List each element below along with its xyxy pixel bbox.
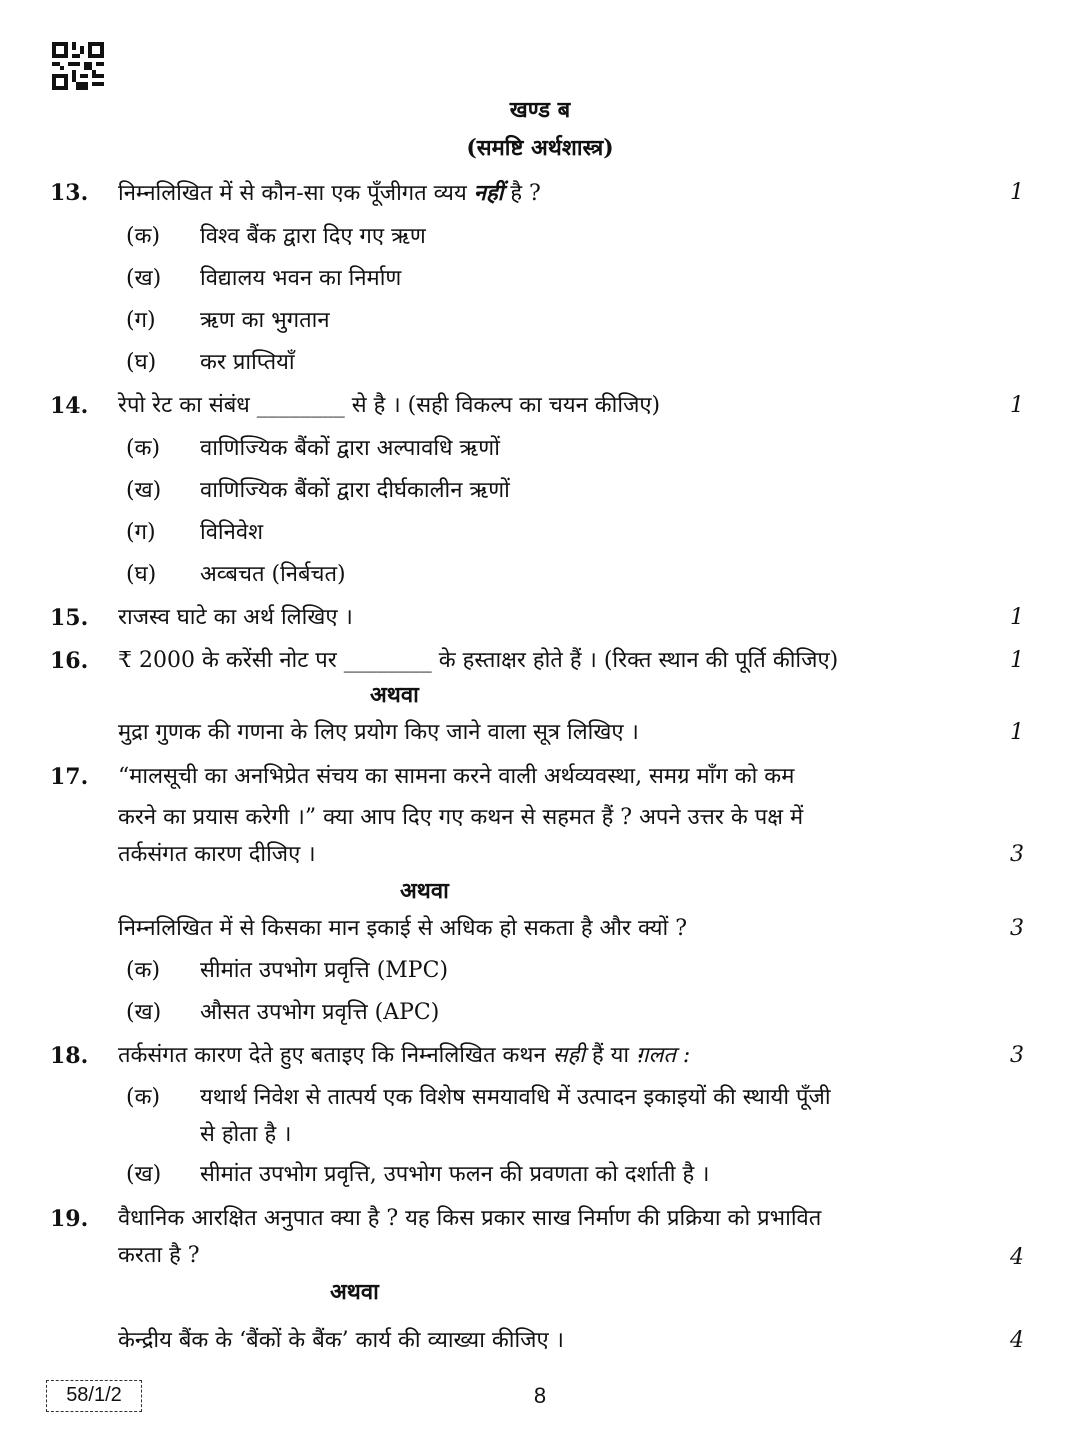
question-text-part: तर्कसंगत कारण देते हुए बताइए कि निम्नलिखित कथन (118, 1043, 546, 1068)
option-label: (क) (126, 436, 161, 461)
option-text-line: से होता है । (200, 1122, 292, 1147)
option-text: अव्बचत (निर्बचत) (200, 562, 346, 587)
option-label: (ग) (126, 308, 156, 333)
option-label: (क) (126, 958, 161, 983)
marks: 1 (1010, 720, 1024, 745)
option-label: (ख) (126, 1000, 162, 1025)
question-text-line: करता है ? (118, 1243, 200, 1268)
option-text: वाणिज्यिक बैंकों द्वारा दीर्घकालीन ऋणों (200, 478, 510, 503)
option-text: ऋण का भुगतान (200, 308, 330, 333)
emphasis-text: नहीं (473, 180, 504, 206)
question-number: 17. (50, 764, 89, 790)
alternative-question-text: निम्नलिखित में से किसका मान इकाई से अधिक हो सकता है और क्यों ? (118, 916, 688, 941)
alternative-question-text: मुद्रा गुणक की गणना के लिए प्रयोग किए जाने वाला सूत्र लिखिए । (118, 720, 639, 745)
question-text: रेपो रेट का संबंध ________ से है । (सही विकल्प का चयन कीजिए) (118, 393, 661, 418)
question-number: 16. (50, 648, 89, 674)
option-label: (ख) (126, 266, 162, 291)
option-label: (ख) (126, 1162, 162, 1187)
section-subtitle: (समष्टि अर्थशास्त्र) (466, 135, 614, 161)
option-label: (घ) (126, 350, 157, 375)
marks: 1 (1010, 393, 1024, 418)
marks: 3 (1010, 916, 1024, 941)
question-text-line: वैधानिक आरक्षित अनुपात क्या है ? यह किस प्रकार साख निर्माण की प्रक्रिया को प्रभावित (118, 1206, 822, 1231)
marks: 4 (1010, 1245, 1024, 1270)
question-text: ₹ 2000 के करेंसी नोट पर ________ के हस्ताक्षर होते हैं । (रिक्त स्थान की पूर्ति कीजिए) (118, 648, 839, 673)
question-number: 14. (50, 393, 89, 419)
question-text-part: हैं या (591, 1043, 630, 1068)
option-label: (ग) (126, 520, 156, 545)
question-text (118, 178, 541, 209)
paper-code: 58/1/2 (46, 1380, 142, 1412)
question-text-line: तर्कसंगत कारण दीजिए । (118, 842, 316, 867)
marks: 1 (1010, 605, 1024, 630)
question-number: 13. (50, 180, 89, 206)
page-number: 8 (533, 1383, 547, 1408)
option-label: (घ) (126, 562, 157, 587)
question-text-line: “मालसूची का अनभिप्रेत संचय का सामना करने वाली अर्थव्यवस्था, समग्र माँग को कम (118, 764, 795, 789)
or-label: अथवा (400, 878, 449, 904)
marks: 3 (1010, 842, 1024, 867)
option-label: (ख) (126, 478, 162, 503)
option-text: सीमांत उपभोग प्रवृत्ति (MPC) (200, 958, 449, 983)
question-text-part: निम्नलिखित में से कौन-सा एक पूँजीगत व्यय (118, 181, 467, 206)
option-text: विद्यालय भवन का निर्माण (200, 266, 402, 291)
question-text-part: है ? (510, 181, 541, 206)
option-text: वाणिज्यिक बैंकों द्वारा अल्पावधि ऋणों (200, 436, 500, 461)
marks: 1 (1010, 180, 1024, 205)
qr-code (52, 42, 104, 90)
option-text-line: यथार्थ निवेश से तात्पर्य एक विशेष समयावधि में उत्पादन इकाइयों की स्थायी पूँजी (200, 1085, 831, 1110)
option-text: कर प्राप्तियाँ (200, 350, 295, 375)
question-number: 18. (50, 1043, 89, 1069)
or-label: अथवा (330, 1279, 379, 1305)
option-label: (क) (126, 224, 161, 249)
question-number: 19. (50, 1206, 89, 1232)
alternative-question-text: केन्द्रीय बैंक के ‘बैंकों के बैंक’ कार्य की व्याख्या कीजिए । (118, 1328, 564, 1353)
question-text-line: करने का प्रयास करेगी ।” क्या आप दिए गए कथन से सहमत हैं ? अपने उत्तर के पक्ष में (118, 805, 804, 830)
emphasis-text: ग़लत : (636, 1043, 691, 1068)
option-text: विश्व बैंक द्वारा दिए गए ऋण (200, 224, 426, 249)
marks: 3 (1010, 1043, 1024, 1068)
option-text: सीमांत उपभोग प्रवृत्ति, उपभोग फलन की प्रवणता को दर्शाती है । (200, 1162, 710, 1187)
option-label: (क) (126, 1085, 161, 1110)
question-text (118, 1041, 690, 1071)
or-label: अथवा (370, 682, 419, 708)
marks: 4 (1010, 1328, 1024, 1353)
emphasis-text: सही (552, 1043, 585, 1068)
marks: 1 (1010, 648, 1024, 673)
section-title: खण्ड ब (509, 97, 571, 123)
question-number: 15. (50, 605, 89, 631)
question-text: राजस्व घाटे का अर्थ लिखिए । (118, 605, 353, 630)
option-text: विनिवेश (200, 520, 264, 545)
option-text: औसत उपभोग प्रवृत्ति (APC) (200, 1000, 440, 1025)
